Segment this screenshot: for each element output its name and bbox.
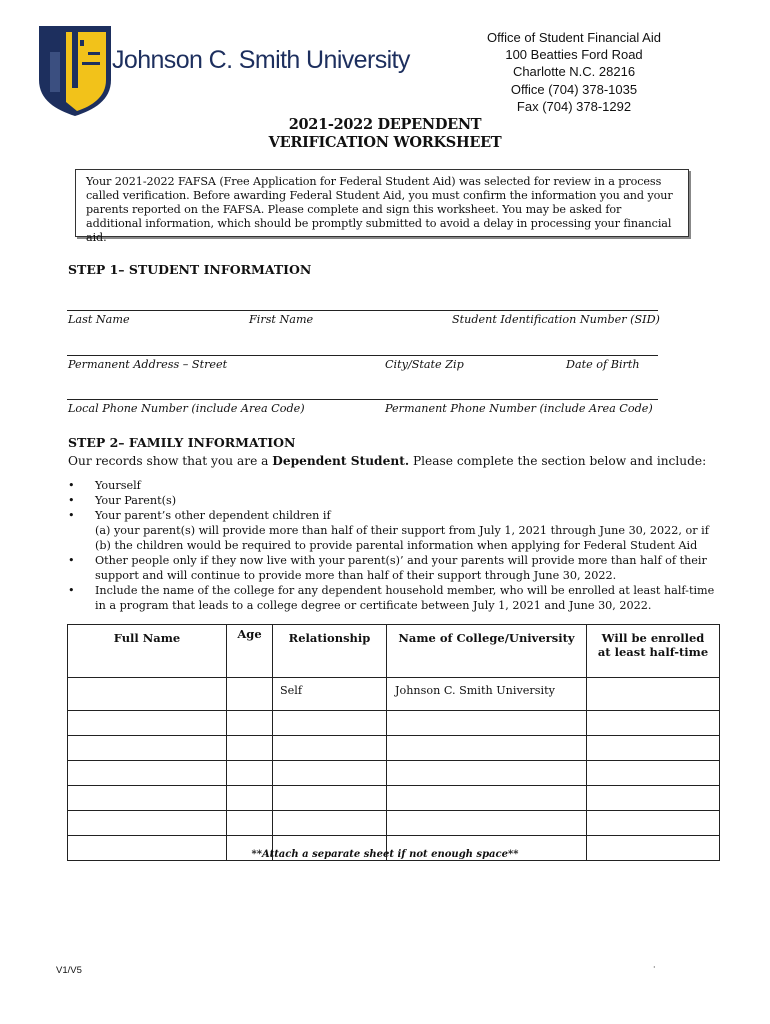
cell-input[interactable] [273, 711, 387, 736]
office-line: 100 Beatties Ford Road [505, 47, 643, 63]
cell-relationship: Self [273, 678, 387, 711]
cell-input[interactable] [587, 786, 720, 811]
family-bullet-list [68, 478, 728, 613]
cell-input[interactable] [68, 786, 227, 811]
title-line: VERIFICATION WORKSHEET [268, 134, 502, 151]
cell-input[interactable] [387, 786, 587, 811]
cell-input[interactable] [227, 736, 273, 761]
cell-input[interactable] [273, 811, 387, 836]
cell-input[interactable] [587, 711, 720, 736]
university-crest-logo [36, 22, 114, 118]
cell-input[interactable] [227, 678, 273, 711]
table-row [68, 811, 720, 836]
list-item: • Yourself [68, 479, 141, 492]
phone-line[interactable] [67, 399, 658, 400]
col-enrolled: Will be enrolled at least half-time [587, 625, 720, 678]
list-item: • Other people only if they now live with your parent(s)’ and your parents will provide more than half of their support and will continue to provide more than half of their support through June 30, 2022. [68, 554, 707, 582]
office-line: Fax (704) 378-1292 [516, 98, 632, 114]
cell-input[interactable] [227, 711, 273, 736]
step1-heading: STEP 1– STUDENT INFORMATION [68, 262, 312, 277]
table-row [68, 736, 720, 761]
office-line: Office of Student Financial Aid [487, 30, 661, 45]
local-phone-label: Local Phone Number (include Area Code) [68, 402, 305, 415]
cell-input[interactable] [68, 678, 227, 711]
step2-intro [68, 454, 706, 468]
city-label: City/State Zip [385, 358, 464, 371]
table-row [68, 678, 720, 711]
address-line[interactable] [67, 355, 658, 356]
cell-input[interactable] [387, 711, 587, 736]
cell-input[interactable] [227, 786, 273, 811]
table-row [68, 761, 720, 786]
cell-input[interactable] [273, 761, 387, 786]
col-relationship: Relationship [273, 625, 387, 678]
table-row [68, 786, 720, 811]
title-line: 2021-2022 DEPENDENT [288, 116, 482, 133]
office-line: Office (704) 378-1035 [510, 81, 638, 97]
cell-input[interactable] [68, 711, 227, 736]
page-title [220, 116, 550, 152]
cell-input[interactable] [587, 811, 720, 836]
cell-input[interactable] [587, 836, 720, 861]
cell-input[interactable] [68, 761, 227, 786]
footer-mark: · [653, 963, 656, 972]
university-name: Johnson C. Smith University [112, 46, 410, 74]
perm-phone-label: Permanent Phone Number (include Area Code) [385, 402, 653, 415]
family-table [67, 624, 720, 861]
cell-input[interactable] [387, 736, 587, 761]
first-name-label: First Name [249, 313, 314, 326]
intro-box [75, 169, 689, 244]
col-college: Name of College/University [387, 625, 587, 678]
col-age: Age [227, 625, 273, 678]
cell-input[interactable] [68, 811, 227, 836]
version-footer: V1/V5 [56, 965, 82, 976]
dependent-student-emphasis: Dependent Student. [272, 454, 410, 468]
name-line[interactable] [67, 310, 658, 311]
intro-suffix: Please complete the section below and include: [409, 454, 707, 468]
cell-input[interactable] [587, 736, 720, 761]
cell-input[interactable] [387, 761, 587, 786]
cell-college: Johnson C. Smith University [387, 678, 587, 711]
address-label: Permanent Address – Street [68, 358, 228, 371]
list-item: • Your Parent(s) [68, 494, 177, 507]
cell-input[interactable] [227, 811, 273, 836]
table-header-row [68, 625, 720, 678]
cell-input[interactable] [587, 678, 720, 711]
cell-input[interactable] [273, 736, 387, 761]
attach-sheet-note: **Attach a separate sheet if not enough space** [251, 849, 519, 860]
cell-input[interactable] [68, 736, 227, 761]
list-item: • Include the name of the college for any dependent household member, who will be enrolled at least half-time in a program that leads to a college degree or certificate between July 1, 2021 and June 30, 2022. [68, 584, 715, 612]
cell-input[interactable] [273, 786, 387, 811]
intro-text: Your 2021-2022 FAFSA (Free Application for Federal Student Aid) was selected for review in a process called verification. Before awarding Federal Student Aid, you must confirm the information you and your parents reported on the FAFSA. Please complete and sign this worksheet. You may be asked for additional information, which should be promptly submitted to avoid a delay in processing your financial aid. [86, 175, 673, 244]
last-name-label: Last Name [68, 313, 130, 326]
cell-input[interactable] [387, 811, 587, 836]
col-full-name: Full Name [68, 625, 227, 678]
office-line: Charlotte N.C. 28216 [512, 64, 636, 80]
office-address-block [470, 29, 678, 115]
cell-input[interactable] [587, 761, 720, 786]
list-item: • Your parent’s other dependent children if (a) your parent(s) will provide more than half of their support from July 1, 2021 through June 30, 2022, or if (b) the children would be required to provide parental information when applying for Federal Student Aid [68, 509, 709, 552]
sid-label: Student Identification Number (SID) [452, 313, 660, 326]
dob-label: Date of Birth [566, 358, 640, 371]
step2-heading: STEP 2– FAMILY INFORMATION [68, 435, 296, 450]
intro-prefix: Our records show that you are a [68, 454, 273, 468]
table-row [68, 711, 720, 736]
cell-input[interactable] [227, 761, 273, 786]
